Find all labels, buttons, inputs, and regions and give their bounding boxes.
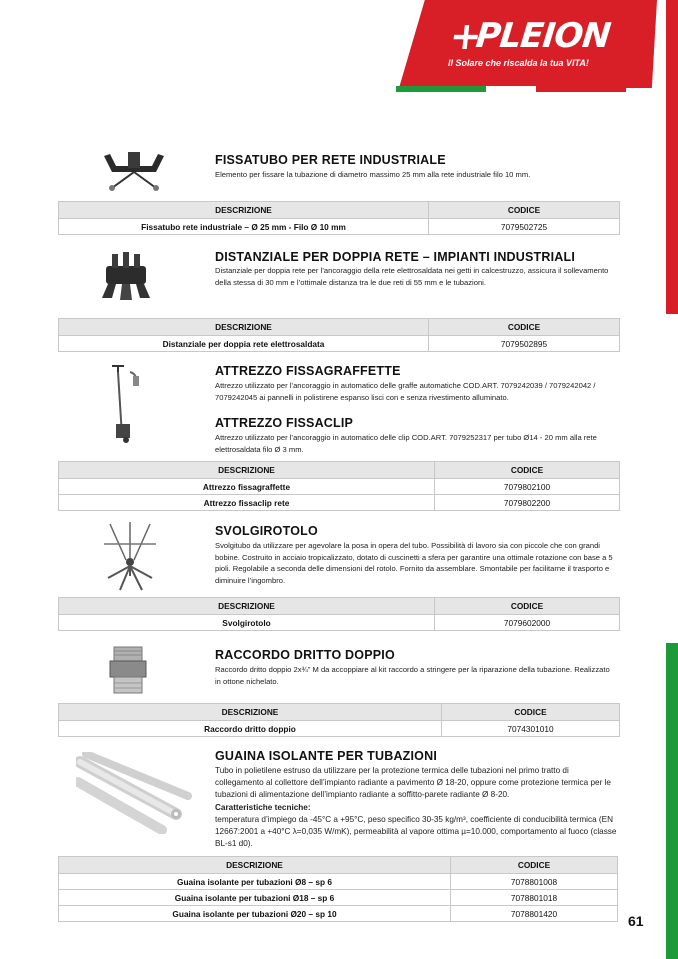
page-number: 61: [628, 913, 644, 929]
plus-icon: +: [447, 14, 484, 58]
product-title: RACCORDO DRITTO DOPPIO: [215, 648, 395, 662]
distanziale-image: [98, 248, 154, 304]
cell-code: 7078801018: [451, 890, 618, 906]
product-title-secondary: ATTREZZO FISSACLIP: [215, 416, 354, 430]
table-row: [59, 219, 620, 235]
product-description: Elemento per fissare la tubazione di diametro massimo 25 mm alla rete industriale filo 10 mm.: [215, 170, 531, 179]
cell-code: 7079802100: [435, 479, 620, 495]
cell-code: 7074301010: [442, 721, 620, 737]
col-header-codice: CODICE: [429, 202, 620, 219]
side-band-green: [666, 643, 678, 959]
col-header-codice: CODICE: [442, 704, 620, 721]
cell-code: 7078801420: [451, 906, 618, 922]
col-header-codice: CODICE: [435, 598, 620, 615]
table-row: [59, 615, 620, 631]
table-row: [59, 336, 620, 352]
product-description: Attrezzo utilizzato per l’ancoraggio in automatico delle graffe automatiche COD.ART. 7079242039 / 7079242042 / 7079242045 ai pannelli in polistirene espanso lisci con e senza rivestimento alluminato.: [215, 381, 596, 402]
product-table: [58, 461, 620, 511]
col-header-descrizione: DESCRIZIONE: [59, 857, 451, 874]
flag-stripe-green: [396, 86, 486, 92]
product-title: GUAINA ISOLANTE PER TUBAZIONI: [215, 749, 438, 763]
col-header-descrizione: DESCRIZIONE: [59, 202, 429, 219]
table-row: [59, 721, 620, 737]
col-header-descrizione: DESCRIZIONE: [59, 319, 429, 336]
col-header-descrizione: DESCRIZIONE: [59, 704, 442, 721]
tagline: Il Solare che riscalda la tua VITA!: [448, 58, 589, 68]
guaina-image: [76, 752, 194, 834]
product-table: [58, 318, 620, 352]
product-description: Tubo in polietilene estruso da utilizzare per la protezione termica delle tubazioni nel primo tratto di collegamento al collettore dell’impianto radiante a pavimento Ø 18-20, oppure come protezione termica per le tubazioni di alimentazione dell’impianto radiante a soffitto-parete radiante Ø 8-20.: [215, 766, 611, 799]
product-description-secondary: Attrezzo utilizzato per l’ancoraggio in automatico delle clip COD.ART. 7079252317 per tubo Ø14 - 20 mm alla rete elettrosaldata filo Ø 3 mm.: [215, 433, 597, 454]
flag-stripe-white: [486, 86, 536, 92]
product-title: FISSATUBO PER RETE INDUSTRIALE: [215, 153, 446, 167]
col-header-descrizione: DESCRIZIONE: [59, 462, 435, 479]
product-table: [58, 856, 618, 922]
specs-title: Caratteristiche tecniche:: [215, 803, 311, 812]
table-row: [59, 495, 620, 511]
side-band-red: [666, 0, 678, 314]
col-header-descrizione: DESCRIZIONE: [59, 598, 435, 615]
product-description: Svolgitubo da utilizzare per agevolare la posa in opera del tubo. Possibilità di lavoro sia con piccole che con grandi bobine. Costruito in acciaio tropicalizzato, dotato di cuscinetti a sfera per garantire una ottimale rotazione con base a 5 pioli. Regolabile a seconda delle dimensioni del rotolo. Fornito da assemblare. Smontabile per facilitarne il trasporto e diminuire l’ingombro.: [215, 541, 613, 585]
product-description: Distanziale per doppia rete per l’ancoraggio della rete elettrosaldata nei getti in calcestruzzo, assicura il sollevamento della stessa di 30 mm e l’ottimale distanza tra le due reti di 55 mm e le tubazioni.: [215, 266, 609, 287]
cell-code: 7079502725: [429, 219, 620, 235]
product-title: DISTANZIALE PER DOPPIA RETE – IMPIANTI INDUSTRIALI: [215, 250, 576, 264]
table-row: [59, 874, 618, 890]
cell-code: 7079602000: [435, 615, 620, 631]
col-header-codice: CODICE: [429, 319, 620, 336]
product-description: Raccordo dritto doppio 2x¾” M da accoppiare al kit raccordo a stringere per la riparazione della tubazione. Realizzato in ottone nichelato.: [215, 665, 610, 686]
cell-description: Attrezzo fissagraffette: [59, 479, 435, 495]
product-title: ATTREZZO FISSAGRAFFETTE: [215, 364, 401, 378]
product-table: [58, 597, 620, 631]
product-table: [58, 703, 620, 737]
cell-description: Fissatubo rete industriale – Ø 25 mm - Filo Ø 10 mm: [59, 219, 429, 235]
cell-code: 7079502895: [429, 336, 620, 352]
cell-description: Guaina isolante per tubazioni Ø18 – sp 6: [59, 890, 451, 906]
cell-code: 7078801008: [451, 874, 618, 890]
cell-description: Attrezzo fissaclip rete: [59, 495, 435, 511]
col-header-codice: CODICE: [451, 857, 618, 874]
attrezzo-image: [108, 362, 148, 446]
cell-description: Svolgirotolo: [59, 615, 435, 631]
fissatubo-image: [98, 148, 170, 196]
table-row: [59, 906, 618, 922]
cell-description: Raccordo dritto doppio: [59, 721, 442, 737]
logo-text: PLEION: [473, 16, 612, 56]
cell-description: Distanziale per doppia rete elettrosaldata: [59, 336, 429, 352]
cell-code: 7079802200: [435, 495, 620, 511]
svolgirotolo-image: [102, 518, 158, 594]
cell-description: Guaina isolante per tubazioni Ø20 – sp 10: [59, 906, 451, 922]
cell-description: Guaina isolante per tubazioni Ø8 – sp 6: [59, 874, 451, 890]
product-title: SVOLGIROTOLO: [215, 524, 318, 538]
table-row: [59, 479, 620, 495]
table-row: [59, 890, 618, 906]
col-header-codice: CODICE: [435, 462, 620, 479]
raccordo-image: [104, 645, 152, 697]
pleion-logo: [448, 14, 643, 58]
specs-text: temperatura d’impiego da -45°C a +95°C, peso specifico 30-35 kg/m³, coefficiente di conducibilità termica (EN 12667:2001 a +40°C λ=0,035 W/mK), permeabilità al vapore ottima µ=10.000, comportamento al fuoco (classe BL-s1 d0).: [215, 815, 617, 848]
product-table: [58, 201, 620, 235]
flag-stripe-red: [536, 86, 626, 92]
